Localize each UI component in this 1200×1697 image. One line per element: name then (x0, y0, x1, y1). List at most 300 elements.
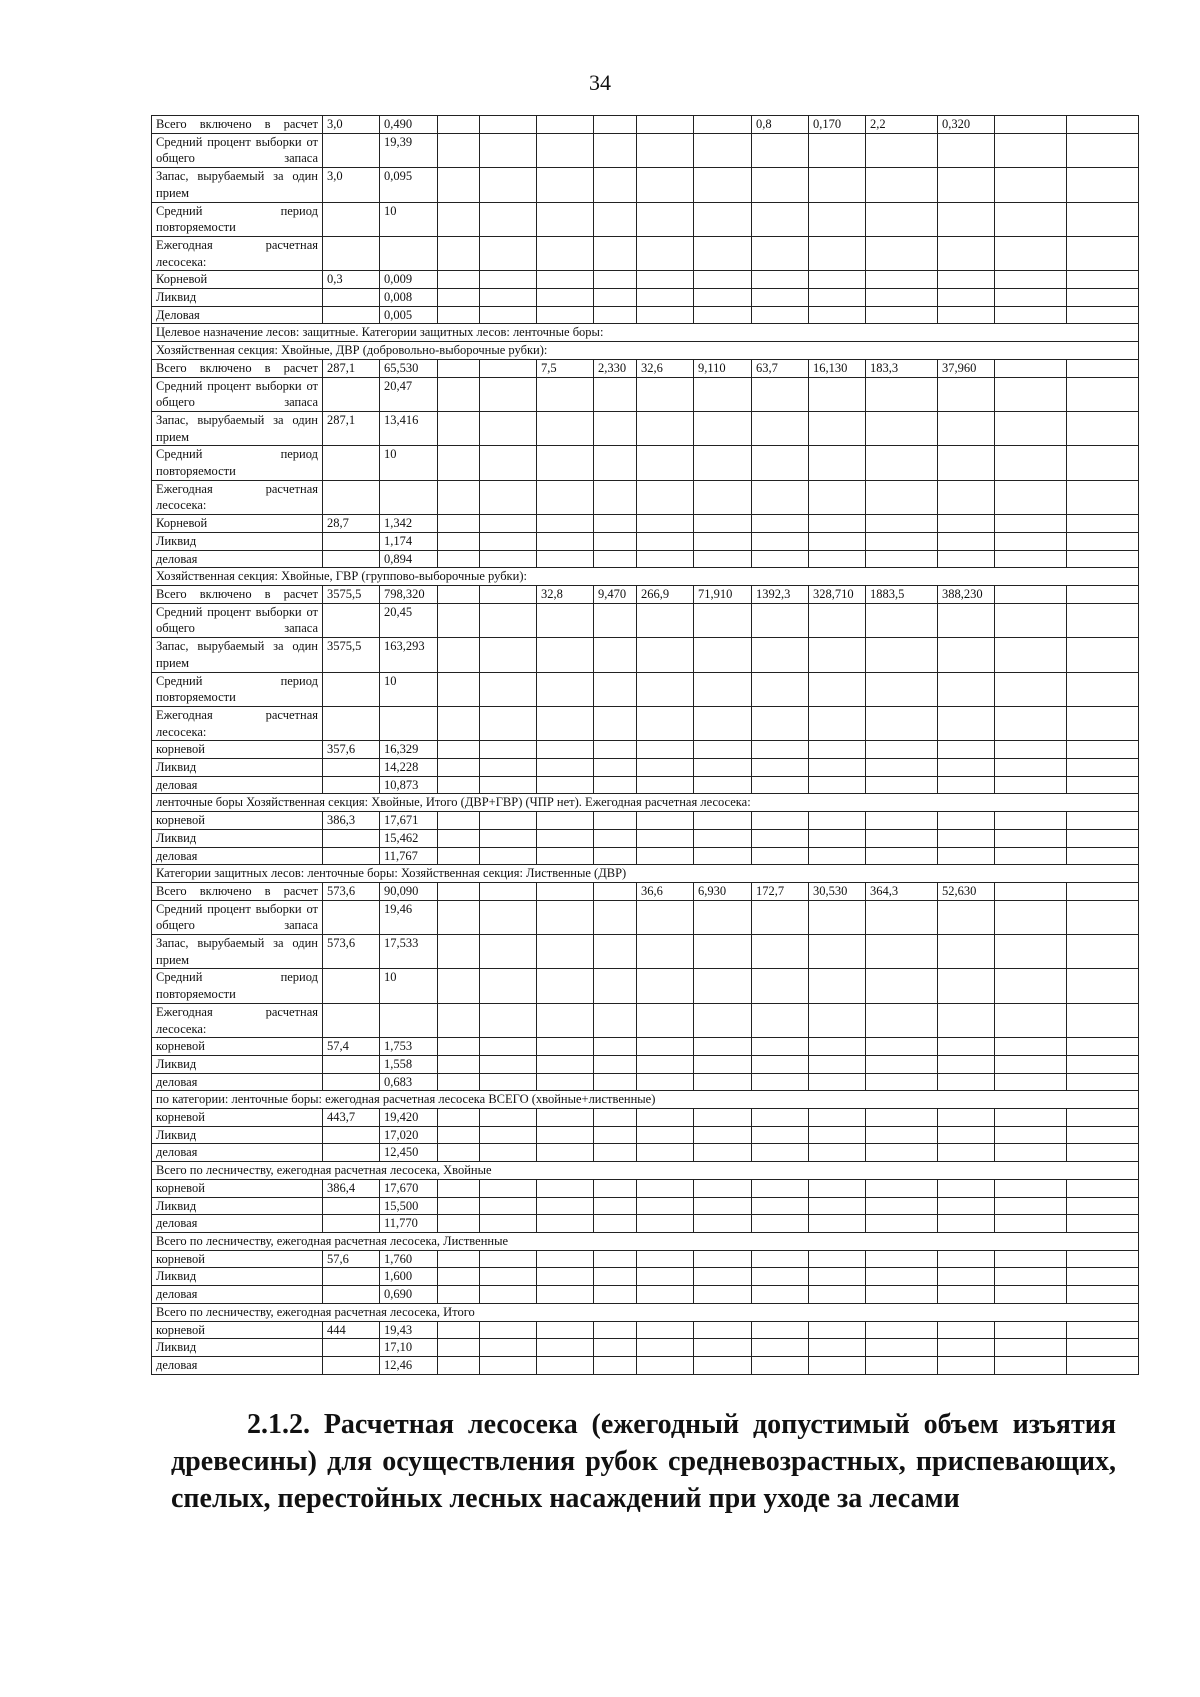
table-cell (594, 271, 637, 289)
row-label: корневой (152, 1038, 323, 1056)
table-cell (866, 935, 938, 969)
table-cell (594, 1197, 637, 1215)
table-cell (537, 1126, 594, 1144)
table-cell (537, 672, 594, 706)
table-cell (438, 515, 480, 533)
table-cell (995, 1073, 1067, 1091)
table-cell: 3575,5 (323, 585, 380, 603)
table-cell (537, 1109, 594, 1127)
table-cell (323, 1197, 380, 1215)
table-cell (694, 446, 752, 480)
table-cell: 12,450 (380, 1144, 438, 1162)
row-label: Ликвид (152, 1126, 323, 1144)
table-cell (637, 1055, 694, 1073)
table-cell (480, 585, 537, 603)
table-cell (752, 289, 809, 307)
table-cell (938, 1126, 995, 1144)
table-cell (480, 829, 537, 847)
table-cell (866, 812, 938, 830)
table-cell (637, 1250, 694, 1268)
table-cell (1067, 1321, 1139, 1339)
table-cell (537, 116, 594, 134)
table-cell (938, 1215, 995, 1233)
table-cell (438, 969, 480, 1003)
table-cell (1067, 532, 1139, 550)
table-cell (809, 638, 866, 672)
table-cell (752, 1197, 809, 1215)
table-cell (866, 1339, 938, 1357)
table-cell (594, 741, 637, 759)
table-cell (1067, 1179, 1139, 1197)
table-cell (537, 741, 594, 759)
table-cell (537, 202, 594, 236)
table-cell (995, 1321, 1067, 1339)
table-row (152, 202, 1139, 236)
section-title: по категории: ленточные боры: ежегодная расчетная лесосека ВСЕГО (хвойные+лиственные) (152, 1091, 1139, 1109)
table-cell (323, 759, 380, 777)
table-cell (438, 1286, 480, 1304)
table-cell (1067, 133, 1139, 167)
table-cell (637, 1356, 694, 1374)
table-cell (866, 271, 938, 289)
table-cell (438, 603, 480, 637)
table-cell (637, 168, 694, 202)
table-cell (537, 829, 594, 847)
table-cell (938, 1339, 995, 1357)
table-cell (809, 741, 866, 759)
table-cell: 9,470 (594, 585, 637, 603)
table-cell (323, 202, 380, 236)
table-cell (438, 847, 480, 865)
table-cell (1067, 359, 1139, 377)
row-label: деловая (152, 1215, 323, 1233)
table-cell (637, 812, 694, 830)
table-cell (537, 1003, 594, 1037)
table-cell (938, 638, 995, 672)
table-cell (694, 603, 752, 637)
table-cell (995, 1126, 1067, 1144)
table-cell (995, 1356, 1067, 1374)
table-cell (694, 1038, 752, 1056)
table-cell (637, 133, 694, 167)
table-cell: 28,7 (323, 515, 380, 533)
table-cell (752, 706, 809, 740)
table-cell (594, 935, 637, 969)
table-cell (694, 706, 752, 740)
table-cell (594, 1109, 637, 1127)
table-row (152, 116, 1139, 134)
table-cell (537, 289, 594, 307)
table-cell (537, 1339, 594, 1357)
table-cell: 364,3 (866, 882, 938, 900)
table-cell (1067, 1038, 1139, 1056)
table-cell (537, 133, 594, 167)
table-cell (752, 1038, 809, 1056)
table-cell (752, 1321, 809, 1339)
table-cell: 1,174 (380, 532, 438, 550)
table-cell (480, 900, 537, 934)
table-cell: 19,420 (380, 1109, 438, 1127)
table-cell (323, 1144, 380, 1162)
table-cell (537, 236, 594, 270)
table-cell (694, 1268, 752, 1286)
table-cell (537, 1356, 594, 1374)
table-cell (938, 935, 995, 969)
table-cell (995, 1179, 1067, 1197)
table-cell (995, 480, 1067, 514)
row-label: Ликвид (152, 829, 323, 847)
table-cell: 37,960 (938, 359, 995, 377)
table-cell (809, 1038, 866, 1056)
table-cell (637, 202, 694, 236)
table-cell (537, 1286, 594, 1304)
table-cell (637, 446, 694, 480)
heading-line-3: спелых, перестойных лесных насаждений при уходе за лесами (171, 1483, 960, 1514)
table-cell (594, 706, 637, 740)
table-cell (594, 377, 637, 411)
row-label: Ежегодная расчетная лесосека: (152, 236, 323, 270)
table-cell (438, 289, 480, 307)
table-cell (323, 289, 380, 307)
table-cell (438, 672, 480, 706)
row-label: Средний процент выборки от общего запаса (152, 133, 323, 167)
heading-line-2: древесины) для осуществления рубок средневозрастных, приспевающих, (171, 1446, 1116, 1477)
table-cell (537, 900, 594, 934)
table-cell (537, 935, 594, 969)
table-cell (938, 377, 995, 411)
table-cell (1067, 411, 1139, 445)
table-cell: 444 (323, 1321, 380, 1339)
table-cell (809, 1109, 866, 1127)
table-cell (637, 638, 694, 672)
table-cell (537, 1073, 594, 1091)
table-cell (866, 900, 938, 934)
table-cell: 1883,5 (866, 585, 938, 603)
table-row (152, 411, 1139, 445)
table-cell (995, 638, 1067, 672)
table-cell (594, 829, 637, 847)
table-cell (938, 900, 995, 934)
table-cell (537, 882, 594, 900)
table-cell (809, 847, 866, 865)
table-cell (537, 1215, 594, 1233)
table-cell: 14,228 (380, 759, 438, 777)
table-row (152, 480, 1139, 514)
table-cell: 6,930 (694, 882, 752, 900)
table-row (152, 1144, 1139, 1162)
table-cell (752, 1250, 809, 1268)
table-cell (1067, 1215, 1139, 1233)
table-cell: 443,7 (323, 1109, 380, 1127)
table-cell (594, 812, 637, 830)
table-cell (995, 289, 1067, 307)
table-cell (809, 133, 866, 167)
table-cell (938, 1321, 995, 1339)
table-cell (480, 515, 537, 533)
section-title: Всего по лесничеству, ежегодная расчетная лесосека, Итого (152, 1303, 1139, 1321)
table-cell (809, 776, 866, 794)
table-cell (752, 1055, 809, 1073)
table-cell (938, 1268, 995, 1286)
table-cell (537, 271, 594, 289)
table-cell (752, 202, 809, 236)
table-cell (752, 1215, 809, 1233)
table-cell: 163,293 (380, 638, 438, 672)
table-cell (1067, 741, 1139, 759)
table-cell (694, 236, 752, 270)
table-cell (995, 116, 1067, 134)
table-cell (938, 480, 995, 514)
table-cell (809, 1339, 866, 1357)
table-cell (1067, 1003, 1139, 1037)
table-cell (438, 706, 480, 740)
table-cell (537, 168, 594, 202)
table-cell (637, 411, 694, 445)
table-cell (438, 446, 480, 480)
table-cell (438, 116, 480, 134)
row-label: Ликвид (152, 759, 323, 777)
table-cell (809, 289, 866, 307)
table-cell (438, 1268, 480, 1286)
table-cell: 287,1 (323, 359, 380, 377)
table-cell: 13,416 (380, 411, 438, 445)
table-cell (637, 1268, 694, 1286)
table-cell: 19,39 (380, 133, 438, 167)
table-cell (866, 1038, 938, 1056)
table-cell (694, 1215, 752, 1233)
table-cell (809, 550, 866, 568)
table-cell (694, 1250, 752, 1268)
row-label: Запас, вырубаемый за один прием (152, 168, 323, 202)
table-cell (866, 202, 938, 236)
table-cell (323, 446, 380, 480)
table-cell: 0,490 (380, 116, 438, 134)
table-cell (866, 1250, 938, 1268)
table-cell (809, 969, 866, 1003)
table-cell (938, 1286, 995, 1304)
row-label: деловая (152, 1144, 323, 1162)
table-row (152, 969, 1139, 1003)
table-cell (694, 759, 752, 777)
table-cell (995, 236, 1067, 270)
table-row (152, 1339, 1139, 1357)
table-cell (537, 1268, 594, 1286)
table-cell (480, 359, 537, 377)
table-cell (995, 1286, 1067, 1304)
section-title: Хозяйственная секция: Хвойные, ДВР (добровольно-выборочные рубки): (152, 342, 1139, 360)
table-cell: 57,4 (323, 1038, 380, 1056)
table-cell (637, 1126, 694, 1144)
table-cell (995, 377, 1067, 411)
table-row (152, 133, 1139, 167)
table-cell: 12,46 (380, 1356, 438, 1374)
table-cell (752, 935, 809, 969)
table-cell (637, 550, 694, 568)
table-cell (694, 847, 752, 865)
table-cell (866, 133, 938, 167)
table-cell: 63,7 (752, 359, 809, 377)
table-cell (1067, 271, 1139, 289)
table-cell (1067, 480, 1139, 514)
table-row (152, 271, 1139, 289)
table-cell (480, 480, 537, 514)
table-cell: 1,600 (380, 1268, 438, 1286)
table-cell (594, 882, 637, 900)
table-cell (866, 1197, 938, 1215)
table-cell (1067, 935, 1139, 969)
table-cell: 0,170 (809, 116, 866, 134)
table-cell: 36,6 (637, 882, 694, 900)
table-cell (480, 1126, 537, 1144)
table-cell (438, 532, 480, 550)
table-cell (995, 1215, 1067, 1233)
table-cell (694, 935, 752, 969)
table-cell (752, 306, 809, 324)
table-cell (637, 480, 694, 514)
table-row (152, 603, 1139, 637)
table-cell (809, 236, 866, 270)
table-cell (637, 1286, 694, 1304)
table-cell (938, 411, 995, 445)
table-cell (809, 900, 866, 934)
table-cell (1067, 1126, 1139, 1144)
row-label: Всего включено в расчет (152, 116, 323, 134)
row-label: корневой (152, 812, 323, 830)
table-row (152, 776, 1139, 794)
table-cell (438, 306, 480, 324)
table-cell: 1,342 (380, 515, 438, 533)
table-cell (1067, 1109, 1139, 1127)
table-cell (323, 1339, 380, 1357)
table-cell: 388,230 (938, 585, 995, 603)
table-cell (637, 532, 694, 550)
table-cell (1067, 1268, 1139, 1286)
table-cell: 17,020 (380, 1126, 438, 1144)
table-cell (995, 306, 1067, 324)
table-cell (594, 776, 637, 794)
table-cell (866, 1055, 938, 1073)
table-cell (866, 306, 938, 324)
table-cell (480, 236, 537, 270)
table-cell (752, 1003, 809, 1037)
table-cell (995, 550, 1067, 568)
table-cell (752, 411, 809, 445)
table-cell (637, 515, 694, 533)
table-cell (694, 116, 752, 134)
table-row (152, 446, 1139, 480)
table-cell (995, 1250, 1067, 1268)
table-cell (637, 1339, 694, 1357)
table-cell (866, 1268, 938, 1286)
table-row (152, 1250, 1139, 1268)
table-cell (995, 603, 1067, 637)
table-cell: 0,3 (323, 271, 380, 289)
table-cell (809, 1286, 866, 1304)
table-cell (694, 829, 752, 847)
section-heading (171, 1406, 1116, 1517)
table-cell (809, 672, 866, 706)
row-label: Средний процент выборки от общего запаса (152, 900, 323, 934)
table-cell (1067, 900, 1139, 934)
table-cell (637, 741, 694, 759)
table-cell (323, 603, 380, 637)
table-cell (323, 969, 380, 1003)
table-cell: 10 (380, 202, 438, 236)
table-cell (938, 741, 995, 759)
table-cell (438, 133, 480, 167)
table-cell (752, 969, 809, 1003)
table-cell (752, 515, 809, 533)
table-cell (438, 759, 480, 777)
table-cell (438, 168, 480, 202)
table-cell (694, 168, 752, 202)
table-cell (995, 1144, 1067, 1162)
table-cell (537, 550, 594, 568)
table-row (152, 1073, 1139, 1091)
section-row (152, 1091, 1139, 1109)
table-cell (752, 900, 809, 934)
table-cell (694, 1321, 752, 1339)
table-cell (438, 776, 480, 794)
table-cell: 65,530 (380, 359, 438, 377)
section-title: Всего по лесничеству, ежегодная расчетная лесосека, Лиственные (152, 1233, 1139, 1251)
table-cell (594, 1073, 637, 1091)
table-cell (480, 1339, 537, 1357)
section-row (152, 1303, 1139, 1321)
row-label: корневой (152, 1109, 323, 1127)
table-cell (594, 1339, 637, 1357)
table-cell (637, 236, 694, 270)
table-cell (480, 306, 537, 324)
section-title: Всего по лесничеству, ежегодная расчетная лесосека, Хвойные (152, 1162, 1139, 1180)
table-cell (866, 847, 938, 865)
table-row (152, 168, 1139, 202)
table-row (152, 759, 1139, 777)
table-cell (752, 1286, 809, 1304)
table-cell (995, 411, 1067, 445)
table-cell (594, 1250, 637, 1268)
table-cell (995, 1003, 1067, 1037)
table-cell (537, 776, 594, 794)
table-cell (594, 603, 637, 637)
table-cell (480, 271, 537, 289)
table-cell: 20,45 (380, 603, 438, 637)
table-cell (594, 411, 637, 445)
table-cell (938, 1356, 995, 1374)
table-cell: 20,47 (380, 377, 438, 411)
table-cell: 183,3 (866, 359, 938, 377)
table-cell (438, 1321, 480, 1339)
row-label: Ликвид (152, 1055, 323, 1073)
table-cell (1067, 829, 1139, 847)
table-cell (694, 741, 752, 759)
table-cell (637, 603, 694, 637)
table-cell (752, 1339, 809, 1357)
table-cell (809, 1073, 866, 1091)
table-cell (1067, 1250, 1139, 1268)
table-cell (380, 480, 438, 514)
table-cell (323, 1003, 380, 1037)
row-label: Всего включено в расчет (152, 882, 323, 900)
table-cell (995, 882, 1067, 900)
table-row (152, 741, 1139, 759)
table-cell (938, 236, 995, 270)
table-cell (694, 1144, 752, 1162)
table-row (152, 1109, 1139, 1127)
table-cell (1067, 969, 1139, 1003)
table-cell: 1392,3 (752, 585, 809, 603)
table-cell: 573,6 (323, 935, 380, 969)
